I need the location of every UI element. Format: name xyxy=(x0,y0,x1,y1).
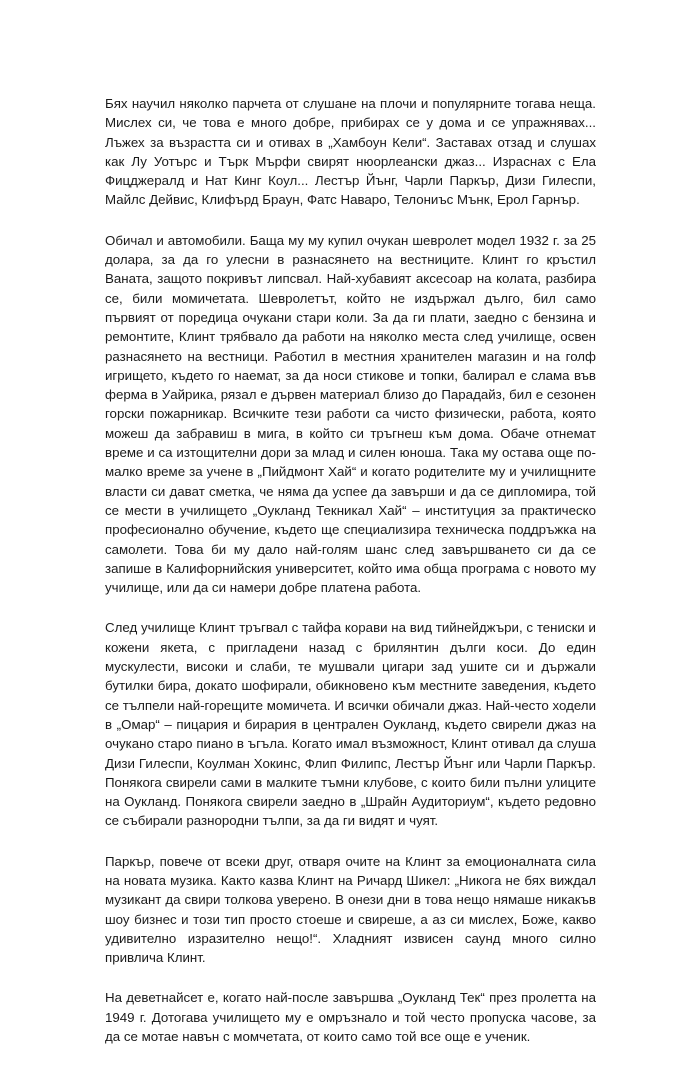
paragraph-5: На деветнайсет е, когато най-после завършва „Оукланд Тек“ през пролетта на 1949 г. Дотогава училището му е омръзнало и той често пропуска часове, за да се мотае навън с момчетата, от които само той все още е ученик. xyxy=(105,990,596,1045)
paragraph-2: Обичал и автомобили. Баща му му купил очукан шевролет модел 1932 г. за 25 долара, за да го улесни в разнасянето на вестниците. Клинт го кръстил Ваната, защото покривът липсвал. Най-хубавият аксесоар на колата, разбира се, били момичетата. Шевролетът, който не издържал дълго, бил само първият от поредица очукани стари коли. За да ги плати, заедно с бензина и ремонтите, Клинт трябвало да работи на няколко места след училище, освен разнасянето на вестници. Работил в местния хранителен магазин и на голф игрището, където го наемат, за да носи стикове и топки, балирал е слама във ферма в Уайрика, рязал е дървен материал близо до Парадайз, бил е сезонен горски пожарникар. Всичките тези работи са чисто физически, работа, която можеш да забравиш в мига, в който си тръгнеш към дома. Обаче отнемат време и са изтощителни дори за млад и силен юноша. Така му остава още по-малко време за учене в „Пийдмонт Хай“ и когато родителите му и училищните власти си дават сметка, че няма да успее да завърши и да се дипломира, той се мести в училището „Оукланд Текникал Хай“ – институция за практическо професионално обучение, където ще специализира техническа поддръжка на самолети. Това би му дало най-голям шанс след завършването си да се запише в Калифорнийския университет, който има обща програма с новото му училище, или да си намери добре платена работа. xyxy=(105,232,596,596)
paragraph-4: Паркър, повече от всеки друг, отваря очите на Клинт за емоционалната сила на новата музика. Както казва Клинт на Ричард Шикел: „Никога не бях виждал музикант да свири толкова уверено. В онези дни в това нещо нямаше никакъв шоу бизнес и този тип просто стоеше и свиреше, а аз си мислех, Боже, какво удивително изразително нещо!“. Хладният извисен саунд много силно привлича Клинт. xyxy=(105,853,596,966)
paragraph-3: След училище Клинт тръгвал с тайфа корави на вид тийнейджъри, с тениски и кожени якета, с пригладени назад с брилянтин дълги коси. До един мускулести, високи и слаби, те мушвали цигари зад ушите си и държали бутилки бира, докато шофирали, обикновено към местните заведения, където се тълпели най-горещите момичета. И всички обичали джаз. Най-често ходели в „Омар“ – пицария и бирария в централен Оукланд, където свирели джаз на очукано старо пиано в ъгъла. Когато имал възможност, Клинт отивал да слуша Дизи Гилеспи, Коулман Хокинс, Флип Филипс, Лестър Йънг или Чарли Паркър. Понякога свирели сами в малките тъмни клубове, с които били пълни улиците на Оукланд. Понякога свирели заедно в „Шрайн Аудиториум“, където редовно се събирали разнородни тълпи, за да ги видят и чуят. xyxy=(105,620,596,829)
document-page xyxy=(105,94,596,1067)
paragraph-1: Бях научил няколко парчета от слушане на плочи и популярните тогава неща. Мислех си, че това е много добре, прибирах се у дома и се упражнявах... Лъжех за възрастта си и отивах в „Хамбоун Кели“. Заставах отзад и слушах как Лу Уотърс и Търк Мърфи свирят нюорлеански джаз... Израснах с Ела Фицджералд и Нат Кинг Коул... Лестър Йънг, Чарли Паркър, Дизи Гилеспи, Майлс Дейвис, Клифърд Браун, Фатс Наваро, Телониъс Мънк, Ерол Гарнър. xyxy=(105,96,596,208)
